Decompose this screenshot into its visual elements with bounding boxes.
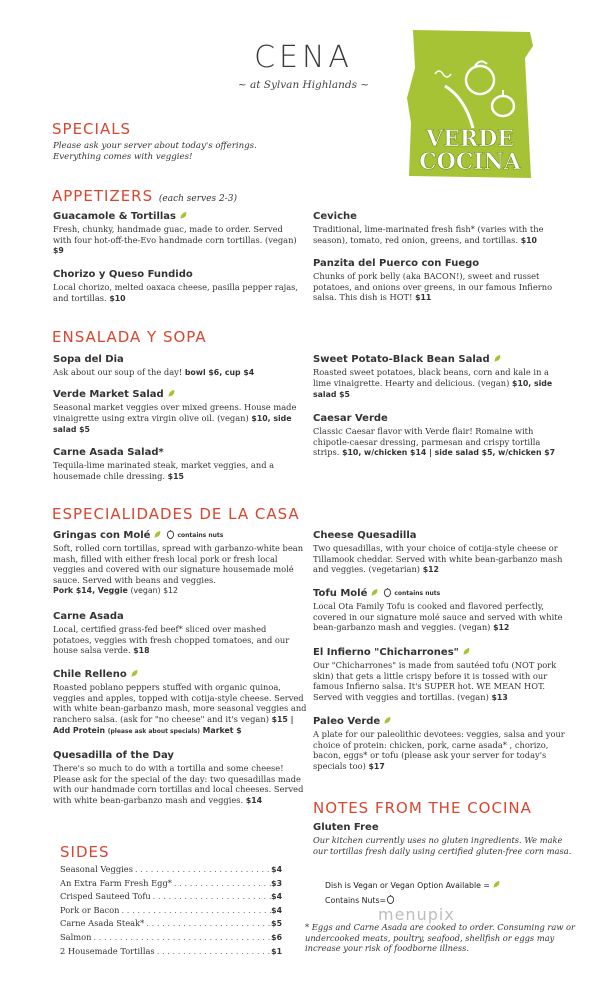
item-price: $15 | Add Protein bbox=[53, 714, 294, 736]
item-name: Tofu Molé bbox=[313, 588, 368, 599]
side-price: $1 bbox=[271, 946, 282, 956]
vegan-leaf-icon bbox=[383, 716, 392, 725]
item-name: Panzita del Puerco con Fuego bbox=[313, 258, 480, 269]
vegan-leaf-icon bbox=[179, 211, 188, 220]
dot-leader bbox=[92, 931, 272, 945]
gluten-free-title: Gluten Free bbox=[313, 822, 379, 833]
dot-leader bbox=[120, 904, 272, 918]
side-price: $3 bbox=[271, 878, 282, 888]
side-price: $4 bbox=[271, 905, 282, 915]
item-price-tail: Market $ bbox=[202, 726, 242, 736]
specials-note bbox=[53, 141, 257, 163]
side-row bbox=[60, 917, 282, 931]
menu-item bbox=[313, 647, 565, 703]
menu-item bbox=[53, 211, 303, 257]
dot-leader bbox=[144, 917, 271, 931]
item-price: $17 bbox=[368, 761, 385, 771]
food-safety-disclaimer: * Eggs and Carne Asada are cooked to order. Consuming raw or undercooked meats, poultry, seafood, shellfish or eggs may increase your risk of foodborne illness. bbox=[305, 922, 576, 954]
item-price: $18 bbox=[133, 646, 150, 656]
item-price: $14 bbox=[245, 795, 263, 805]
item-description: Tequila-lime marinated steak, market veggies, and a housemade chile dressing. bbox=[53, 460, 275, 481]
item-price: $11 bbox=[415, 293, 432, 303]
contains-nuts-label: contains nuts bbox=[394, 590, 441, 597]
side-row bbox=[60, 863, 282, 877]
item-name: Chorizo y Queso Fundido bbox=[53, 269, 193, 280]
item-description: Local chorizo, melted oaxaca cheese, pasilla pepper rajas, and tortillas. bbox=[53, 282, 299, 303]
page-subtitle: ~ at Sylvan Highlands ~ bbox=[237, 79, 370, 91]
vegan-leaf-icon bbox=[492, 880, 501, 889]
item-name: Quesadilla of the Day bbox=[53, 750, 174, 761]
item-name: El Infierno "Chicharrones" bbox=[313, 647, 459, 658]
logo-text-cocina: COCINA bbox=[419, 149, 521, 175]
menu-item bbox=[313, 530, 565, 576]
item-price: Pork $14, Veggie bbox=[53, 586, 128, 596]
vegan-leaf-icon bbox=[167, 389, 176, 398]
vegan-leaf-icon bbox=[462, 647, 471, 656]
side-row bbox=[60, 877, 282, 891]
dot-leader bbox=[155, 945, 271, 959]
side-row bbox=[60, 945, 282, 959]
vegan-leaf-icon bbox=[370, 588, 379, 597]
dot-leader bbox=[172, 877, 271, 891]
menu-item bbox=[53, 669, 308, 738]
item-description: Our "Chicharrones" is made from sautéed tofu (NOT pork skin) that gets a little crispy before it is tossed with our famous Infierno salsa. It's SUPER hot. WE MEAN HOT. Served with veggies and tortillas. (vegan) bbox=[313, 660, 557, 702]
vegan-leaf-icon bbox=[493, 354, 502, 363]
item-description: Classic Caesar flavor with Verde flair! Romaine with chipotle-caesar dressing, parmesan and crispy tortilla strips. bbox=[313, 426, 541, 458]
menu-item bbox=[53, 447, 303, 482]
menu-item bbox=[313, 413, 568, 459]
item-name: Verde Market Salad bbox=[53, 389, 164, 400]
item-description: Soft, rolled corn tortillas, spread with garbanzo-white bean mash, filled with either fresh local pork or fresh local veggies and covered with our signature housemade molé sauce. Served with beans and veggies. bbox=[53, 543, 304, 585]
side-price: $6 bbox=[271, 932, 282, 942]
item-name: Carne Asada Salad* bbox=[53, 447, 164, 458]
item-description: Seasonal market veggies over mixed greens. House made vinaigrette using extra virgin olive oil. (vegan) bbox=[53, 402, 297, 423]
side-row bbox=[60, 890, 282, 904]
gluten-free-text: Our kitchen currently uses no gluten ingredients. We make our tortillas fresh daily using certified gluten-free corn masa. bbox=[313, 835, 572, 856]
contains-nuts-label: contains nuts bbox=[177, 532, 224, 539]
item-price: $15 bbox=[167, 471, 184, 481]
dot-leader bbox=[133, 863, 271, 877]
vegan-leaf-icon bbox=[153, 530, 162, 539]
item-name: Ceviche bbox=[313, 211, 357, 222]
item-name: Cheese Quesadilla bbox=[313, 530, 417, 541]
legend-vegan bbox=[325, 878, 501, 893]
legend bbox=[325, 878, 501, 908]
side-row bbox=[60, 904, 282, 918]
appetizers-serving-note: (each serves 2-3) bbox=[158, 194, 237, 204]
item-price: $10, side salad $5 bbox=[313, 378, 553, 400]
side-price: $4 bbox=[271, 865, 282, 874]
item-description: Roasted sweet potatoes, black beans, corn and kale in a lime vinaigrette. Hearty and delicious. (vegan) bbox=[313, 367, 549, 388]
item-price: $10 bbox=[109, 293, 126, 303]
nut-icon bbox=[166, 530, 175, 539]
menu-item bbox=[313, 716, 565, 772]
item-price: $10 bbox=[520, 235, 537, 245]
sides-heading: SIDES bbox=[60, 843, 110, 861]
watermark: menupix bbox=[378, 905, 455, 924]
especialidades-heading: ESPECIALIDADES DE LA CASA bbox=[52, 505, 300, 523]
item-description: Fresh, chunky, handmade guac, made to order. Served with four hot-off-the-Evo handmade corn tortillas. (vegan) bbox=[53, 224, 297, 245]
item-price-tail: (vegan) $12 bbox=[130, 586, 178, 596]
side-name: Seasonal Veggies bbox=[60, 864, 133, 874]
item-name: Guacamole & Tortillas bbox=[53, 211, 176, 222]
gluten-free-note bbox=[313, 822, 575, 856]
item-name: Sweet Potato-Black Bean Salad bbox=[313, 354, 490, 365]
side-price: $5 bbox=[271, 919, 282, 929]
menu-item bbox=[53, 389, 303, 436]
side-price: $4 bbox=[271, 892, 282, 902]
ensalada-heading: ENSALADA Y SOPA bbox=[52, 328, 207, 346]
item-price: $10, side salad $5 bbox=[53, 413, 292, 435]
item-price: bowl $6, cup $4 bbox=[184, 368, 255, 377]
item-description: Chunks of pork belly (aka BACON!), sweet and russet potatoes, and onions over greens, in our famous Infierno salsa. This dish is HOT! bbox=[313, 271, 553, 303]
menu-item bbox=[313, 354, 563, 401]
item-name: Caesar Verde bbox=[313, 413, 388, 424]
side-name: Carne Asada Steak* bbox=[60, 918, 145, 929]
item-name: Chile Relleno bbox=[53, 669, 127, 680]
item-description: Local Ota Family Tofu is cooked and flavored perfectly, covered in our signature molé sauce and served with white bean-garbanzo mash and veggies. (vegan) bbox=[313, 601, 563, 633]
side-row bbox=[60, 931, 282, 945]
legend-vegan-label: Dish is Vegan or Vegan Option Available = bbox=[325, 881, 490, 890]
item-name: Paleo Verde bbox=[313, 716, 381, 727]
item-name: Gringas con Molé bbox=[53, 530, 151, 541]
item-price: $13 bbox=[491, 692, 508, 702]
logo-text-verde: VERDE bbox=[426, 126, 514, 152]
menu-item bbox=[313, 588, 565, 634]
item-price: $10, w/chicken $14 | side salad $5, w/chicken $7 bbox=[342, 448, 556, 458]
sides-list bbox=[60, 863, 282, 958]
item-description: A plate for our paleolithic devotees: veggies, salsa and your choice of protein: chicken, pork, carne asada* , chorizo, bacon, eggs* or tofu (please ask your server for today's specials too) bbox=[313, 729, 565, 771]
appetizers-heading bbox=[52, 187, 237, 205]
nut-icon bbox=[383, 588, 392, 597]
menu-item bbox=[53, 530, 305, 597]
verde-cocina-logo bbox=[405, 28, 535, 180]
specials-heading: SPECIALS bbox=[52, 120, 132, 138]
specials-note-line1: Please ask your server about today's offerings. bbox=[53, 141, 257, 151]
specials-note-line2: Everything comes with veggies! bbox=[53, 152, 193, 162]
appetizers-title: APPETIZERS bbox=[52, 187, 154, 205]
menu-item bbox=[53, 269, 303, 304]
vegan-leaf-icon bbox=[130, 669, 139, 678]
menu-item bbox=[53, 611, 305, 657]
notes-heading: NOTES FROM THE COCINA bbox=[313, 799, 532, 817]
side-name: Pork or Bacon bbox=[60, 904, 120, 915]
item-description: Ask about our soup of the day! bbox=[53, 367, 183, 377]
menu-item bbox=[313, 211, 563, 246]
item-description: There's so much to do with a tortilla and some cheese! Please ask for the special of the day: two quesadillas made with our handmade corn tortillas and local cheeses. Served with white bean-garbanzo mash and veggies. bbox=[53, 763, 304, 805]
side-name: 2 Housemade Tortillas bbox=[60, 945, 155, 956]
side-name: Salmon bbox=[60, 931, 92, 942]
page-title: CENA bbox=[254, 40, 353, 75]
menu-item bbox=[313, 258, 563, 304]
item-description: Two quesadillas, with your choice of cotija-style cheese or Tillamook cheddar. Served with white bean-garbanzo mash and veggies. (vegetarian) bbox=[313, 543, 563, 575]
item-price: $12 bbox=[422, 565, 439, 575]
item-name: Sopa del Dia bbox=[53, 354, 124, 365]
menu-item bbox=[53, 750, 305, 806]
item-description: Roasted poblano peppers stuffed with organic quinoa, veggies and apples, topped with cotija-style cheese. Served with white bean-garbanzo mash, more seasonal veggies and ranchero salsa. (ask for "no cheese" and it's vegan) bbox=[53, 682, 307, 724]
legend-nuts-label: Contains Nuts= bbox=[325, 896, 387, 905]
side-name: Crisped Sauteed Tofu bbox=[60, 891, 151, 902]
item-description: Local, certified grass-fed beef* sliced over mashed potatoes, veggies with fresh chopped tomatoes, and our house salsa verde. bbox=[53, 624, 290, 656]
item-price: $9 bbox=[53, 246, 64, 256]
side-name: An Extra Farm Fresh Egg* bbox=[60, 877, 172, 888]
item-price-note: (please ask about specials) bbox=[107, 728, 201, 736]
nut-icon bbox=[386, 895, 395, 904]
item-name: Carne Asada bbox=[53, 611, 124, 622]
item-price: $12 bbox=[493, 623, 510, 633]
item-description: Traditional, lime-marinated fresh fish* (varies with the season), tomato, red onion, greens, and tortillas. bbox=[313, 224, 544, 245]
menu-item bbox=[53, 354, 303, 379]
dot-leader bbox=[151, 890, 271, 904]
